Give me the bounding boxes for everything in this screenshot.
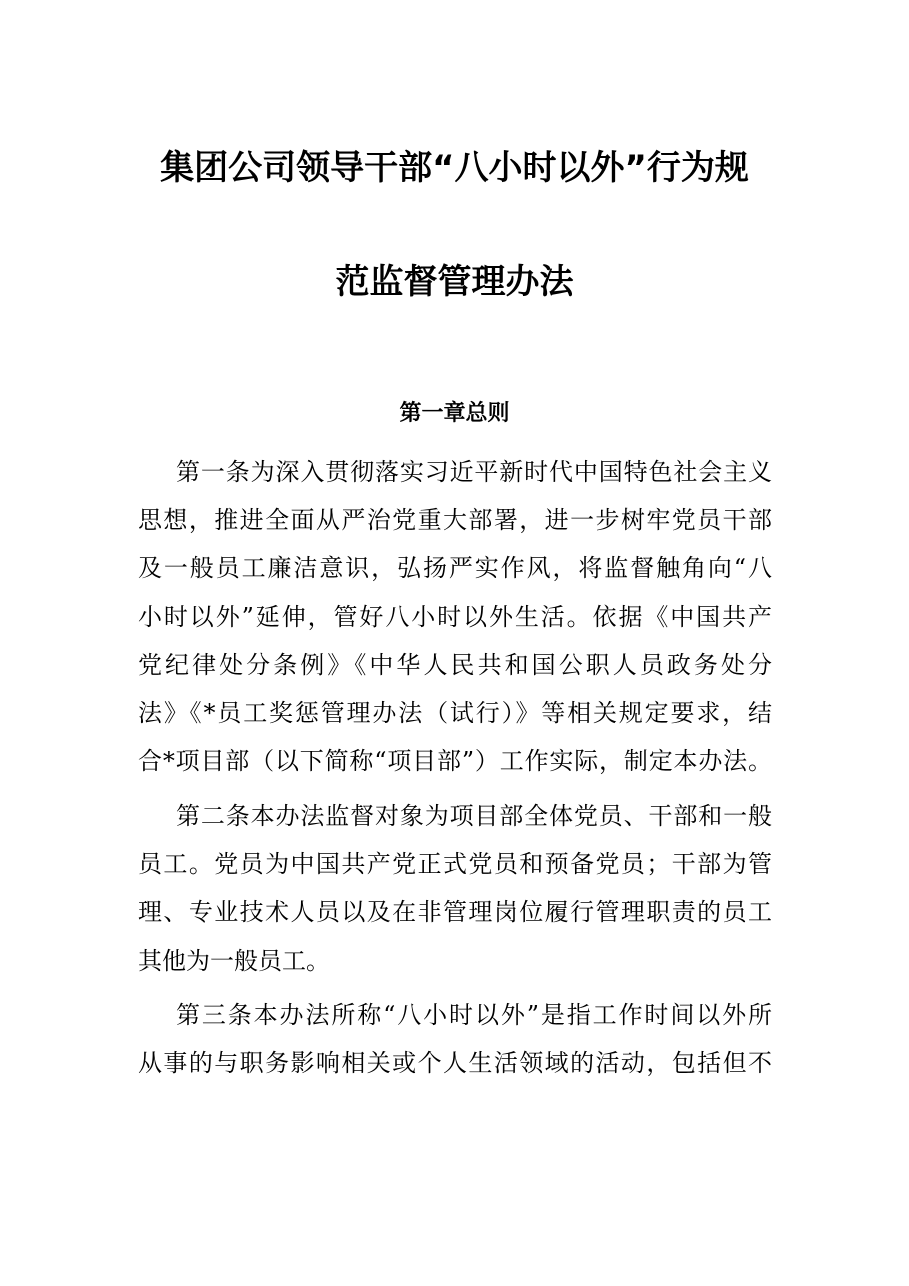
paragraph-line: 第一条为深入贯彻落实习近平新时代中国特色社会主义: [176, 458, 772, 486]
paragraph-line: 员工。党员为中国共产党正式党员和预备党员；干部为管: [138, 850, 772, 879]
paragraph-article-2: [138, 792, 772, 985]
paragraph-line: 党纪律处分条例》《中华人民共和国公职人员政务处分: [138, 650, 772, 679]
document-title-line-2: 范监督管理办法: [335, 262, 574, 302]
chapter-heading: 第一章总则: [399, 401, 510, 426]
paragraph-line: 及一般员工廉洁意识，弘扬严实作风，将监督触角向“八: [138, 554, 772, 583]
paragraph-article-1: [138, 448, 772, 785]
paragraph-line: 小时以外”延伸，管好八小时以外生活。依据《中国共产: [138, 602, 772, 631]
document-title-line-1: 集团公司领导干部“八小时以外”行为规: [160, 148, 749, 188]
paragraph-line: 第三条本办法所称“八小时以外”是指工作时间以外所: [176, 1001, 772, 1029]
paragraph-line: 思想，推进全面从严治党重大部署，进一步树牢党员干部: [138, 506, 772, 535]
paragraph-line: 从事的与职务影响相关或个人生活领域的活动，包括但不: [138, 1049, 772, 1078]
paragraph-article-3: [138, 991, 772, 1087]
paragraph-line: 其他为一般员工。: [138, 946, 330, 975]
paragraph-line: 理、专业技术人员以及在非管理岗位履行管理职责的员工: [138, 898, 772, 927]
paragraph-line: 合*项目部（以下简称“项目部”）工作实际，制定本办法。: [138, 747, 772, 776]
paragraph-line: 法》《*员工奖惩管理办法（试行）》等相关规定要求，结: [138, 698, 772, 727]
paragraph-line: 第二条本办法监督对象为项目部全体党员、干部和一般: [176, 802, 772, 830]
